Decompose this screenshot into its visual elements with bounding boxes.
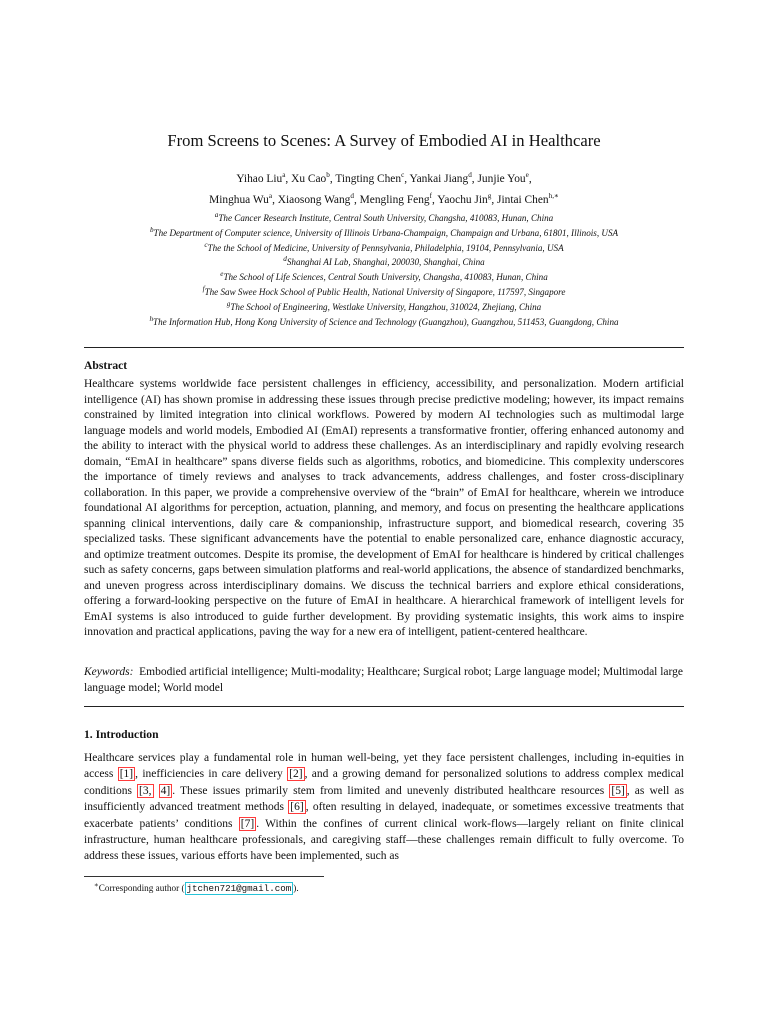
affiliation: $^e$The School of Life Sciences, Central South University, Changsha, 410083, Hunan, China <box>220 270 548 283</box>
divider <box>84 706 684 707</box>
author-line-2: Minghua Wu$^a$, Xiaosong Wang$^d$, Mengling Feng$^f$, Yaochu Jin$^g$, Jintai Chen$^{h,∗}$ <box>209 191 559 206</box>
abstract-text: Healthcare systems worldwide face persistent challenges in efficiency, accessibility, and personalization. Modern artificial intelligence (AI) has shown promise in addressing these issues through precise predictive modeling; however, its impact remains constrained by limited integration into clinical workflows. Powered by modern AI technologies such as multimodal large language models and world models, Embodied AI (EmAI) represents a transformative frontier, offering enhanced autonomy and the ability to interact with the physical world to address these challenges. As an interdisciplinary and rapidly evolving research domain, “EmAI in healthcare” spans diverse fields such as algorithms, robotics, and biomedicine. This complexity underscores the importance of timely reviews and analyses to track advancements, address challenges, and foster cross-disciplinary collaboration. In this paper, we provide a comprehensive overview of the “brain” of EmAI for healthcare, wherein we introduce foundational AI algorithms for perception, actuation, planning, and memory, and focus on presenting the healthcare applications spanning clinical interventions, daily care & companionship, infrastructure support, and biomedical research, covering 35 specialized tasks. These significant advancements have the potential to enable personalized care, enhance diagnostic accuracy, and optimize treatment outcomes. Despite its promise, the development of EmAI for healthcare is hindered by critical challenges such as safety concerns, gaps between simulation platforms and real-world applications, the absence of standardized benchmarks, and uneven progress across interdisciplinary domains. We discuss the technical barriers and explore ethical considerations, offering a forward-looking perspective on the future of EmAI in healthcare. A hierarchical framework of intelligent levels for EmAI systems is also introduced to guide further development. By providing systematic insights, this work aims to inspire innovation and practical applications, paving the way for a new era of intelligent, patient-centered healthcare. <box>84 378 684 638</box>
author: Mengling Feng <box>359 193 430 206</box>
author-sup: e <box>525 171 529 179</box>
citation-link[interactable]: [5] <box>611 784 625 797</box>
author-sup: a <box>282 171 286 179</box>
author: Junjie You <box>477 172 526 185</box>
footnote-label: Corresponding author ( <box>98 883 185 894</box>
affiliation: $^a$The Cancer Research Institute, Central South University, Changsha, 410083, Hunan, China <box>214 211 554 224</box>
author-sup: d <box>350 191 354 200</box>
author-list <box>84 167 684 209</box>
divider <box>84 347 684 348</box>
affiliation: $^h$The Information Hub, Hong Kong University of Science and Technology (Guangzhou), Guangzhou, 511453, Guangdong, China <box>149 314 619 327</box>
citation-link[interactable]: [2] <box>289 768 303 781</box>
author-sup: h,∗ <box>548 191 559 200</box>
author: Yankai Jiang <box>409 172 469 185</box>
author-sup: d <box>468 171 472 179</box>
affiliation: $^c$The the School of Medicine, University of Pennsylvania, Philadelphia, 19104, Pennsylvania, USA <box>204 240 564 253</box>
affiliation: $^g$The School of Engineering, Westlake University, Hangzhou, 310024, Zhejiang, China <box>226 299 542 312</box>
section-heading-introduction: 1. Introduction <box>84 728 159 741</box>
citation-link[interactable]: 4] <box>160 784 171 797</box>
keywords-label: Keywords: <box>84 666 134 678</box>
introduction-paragraph: Healthcare services play a fundamental role in human well-being, yet they face persistent challenges, including in-equities in access [1] , inefficiencies in care delivery [2] , and a growing demand for personalized solutions to address complex medical conditions [3, 4] . These issues primarily stem from limited and unevenly distributed healthcare resources [5] , as well as insufficiently advanced treatment methods [6] , often resulting in delayed, inadequate, or sometimes excessive treatments that exacerbate patients’ conditions [7] . Within the confines of current clinical work-flows—largely reliant on finite clinical infrastructure, human healthcare professionals, and caregiving staff—these challenges remain difficult to fully overcome. To address these issues, various efforts have been implemented, such as <box>84 752 685 863</box>
footnote: ∗Corresponding author ( jtchen721@gmail.com ). <box>94 881 299 895</box>
citation-link[interactable]: [3, <box>139 784 152 797</box>
author: Xu Cao <box>291 172 327 185</box>
author-sup: g <box>487 191 492 200</box>
keywords-text: Embodied artificial intelligence; Multi-modality; Healthcare; Surgical robot; Large language model; Multimodal large language model; World model <box>84 666 684 694</box>
citation-link[interactable]: [7] <box>240 817 255 830</box>
abstract-heading: Abstract <box>84 359 128 372</box>
author: Yaochu Jin <box>437 193 488 206</box>
keywords <box>84 664 684 696</box>
author-sup: c <box>401 171 405 179</box>
author: Tingting Chen <box>335 172 402 185</box>
affiliations <box>84 210 684 329</box>
paper-title: From Screens to Scenes: A Survey of Embodied AI in Healthcare <box>167 131 601 150</box>
author: Xiaosong Wang <box>277 193 351 206</box>
author-sup: f <box>429 191 433 200</box>
author: Jintai Chen <box>497 193 549 206</box>
author-sup: b <box>326 171 330 179</box>
author: Yihao Liu <box>236 172 283 185</box>
citation-link[interactable]: [1] <box>119 768 134 781</box>
citation-link[interactable]: [6] <box>290 801 304 814</box>
author-sup: a <box>268 191 273 200</box>
author-line-1: Yihao Liu$^a$, Xu Cao$^b$, Tingting Chen$^c$, Yankai Jiang$^d$, Junjie You$^e$, <box>236 171 532 185</box>
affiliation: $^b$The Department of Computer science, University of Illinois Urbana-Champaign, Champaign and Urbana, 61801, Illinois, USA <box>149 225 619 238</box>
affiliation: $^d$Shanghai AI Lab, Shanghai, 200030, Shanghai, China <box>283 255 485 268</box>
affiliation: $^f$The Saw Swee Hock School of Public Health, National University of Singapore, 117597, Singapore <box>202 285 566 298</box>
author: Minghua Wu <box>209 193 269 206</box>
footnote-divider <box>84 876 324 877</box>
footnote-mark: ∗ <box>94 881 99 889</box>
email-link[interactable]: jtchen721@gmail.com <box>186 883 292 895</box>
